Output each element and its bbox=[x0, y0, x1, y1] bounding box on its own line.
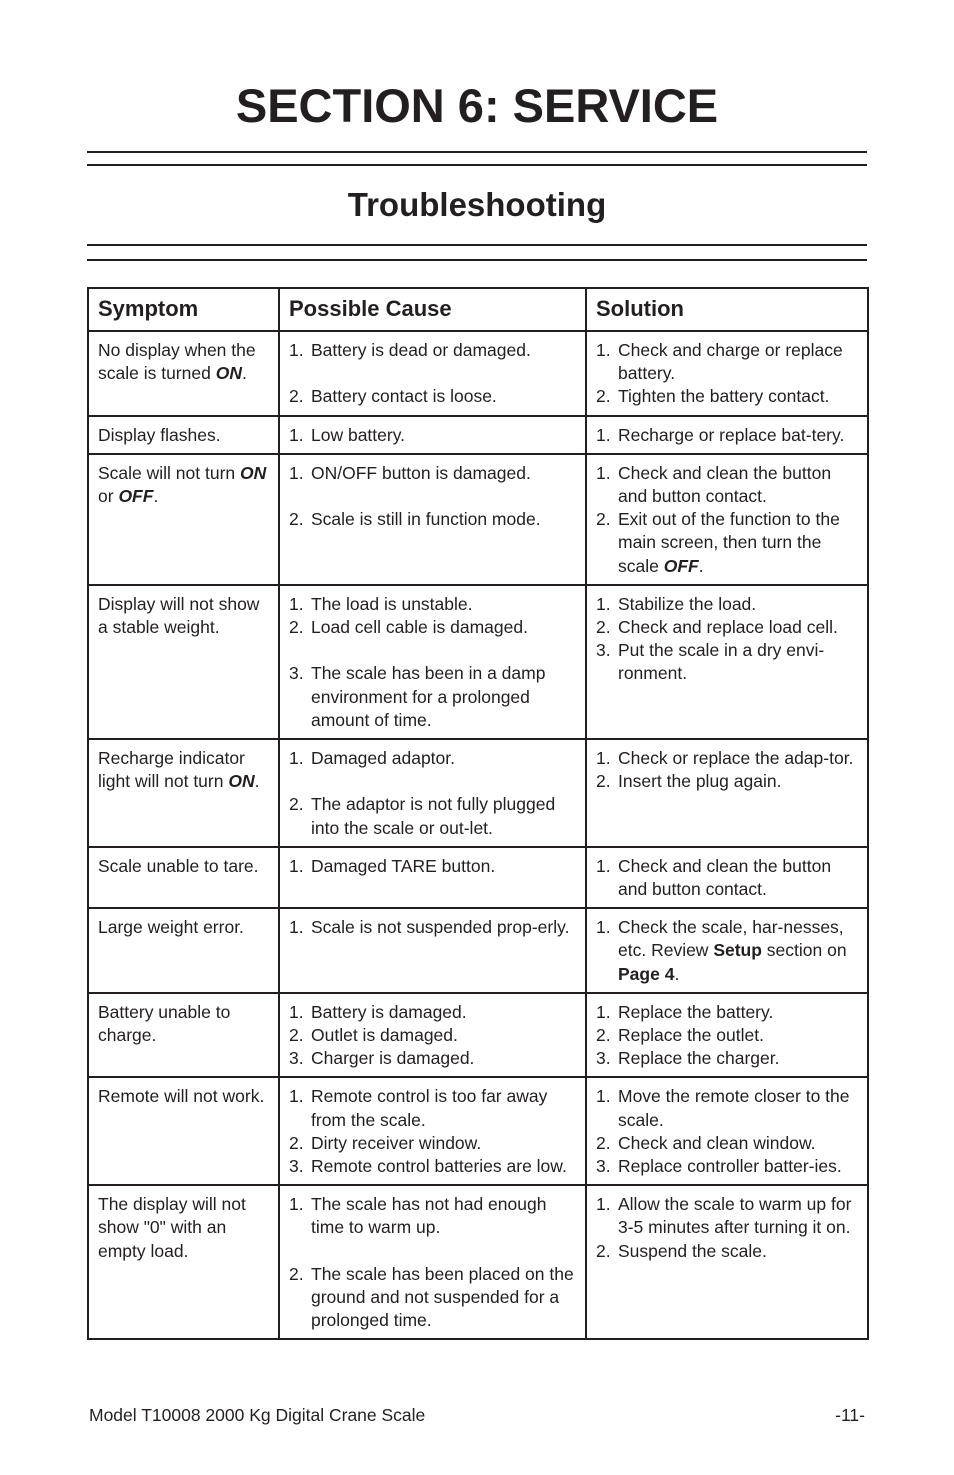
footer-page-number: -11- bbox=[835, 1405, 865, 1425]
cause-item bbox=[289, 339, 576, 362]
solution-cell bbox=[586, 331, 868, 416]
item-number: 3. bbox=[289, 663, 304, 684]
text-segment: The display will not show "0" with an empty load. bbox=[98, 1194, 246, 1261]
solution-cell bbox=[586, 416, 868, 454]
item-number: 2. bbox=[289, 1132, 304, 1153]
text-segment: Put the scale in a dry envi-ronment. bbox=[618, 640, 825, 684]
text-segment: Tighten the battery contact. bbox=[618, 386, 830, 407]
item-number: 2. bbox=[596, 617, 611, 638]
item-number: 1. bbox=[596, 1194, 611, 1215]
text-segment: Check or replace the adap-tor. bbox=[618, 748, 854, 769]
cause-item bbox=[289, 1132, 576, 1155]
table-row bbox=[88, 331, 868, 416]
symptom-cell bbox=[88, 416, 279, 454]
cause-item bbox=[289, 424, 576, 447]
text-segment: Charger is damaged. bbox=[311, 1048, 475, 1069]
solution-list bbox=[596, 1085, 858, 1178]
text-segment: Scale is not suspended prop-erly. bbox=[311, 917, 570, 938]
text-segment: Suspend the scale. bbox=[618, 1240, 767, 1261]
symptom-cell bbox=[88, 993, 279, 1078]
table-row bbox=[88, 993, 868, 1078]
solution-item bbox=[596, 1132, 858, 1155]
text-segment: Replace the outlet. bbox=[618, 1025, 764, 1046]
item-number: 2. bbox=[289, 386, 304, 407]
cause-cell bbox=[279, 331, 586, 416]
solution-cell bbox=[586, 454, 868, 585]
table-row bbox=[88, 416, 868, 454]
solution-item bbox=[596, 339, 858, 385]
solution-item bbox=[596, 916, 858, 986]
item-number: 2. bbox=[289, 509, 304, 530]
text-segment: Damaged adaptor. bbox=[311, 748, 455, 769]
text-segment: . bbox=[153, 486, 159, 507]
cause-item bbox=[289, 385, 576, 408]
cause-cell bbox=[279, 908, 586, 993]
solution-item bbox=[596, 1193, 858, 1239]
table-row bbox=[88, 1077, 868, 1185]
text-segment: section on bbox=[761, 940, 847, 961]
solution-cell bbox=[586, 847, 868, 908]
text-segment: Insert the plug again. bbox=[618, 771, 782, 792]
cause-item bbox=[289, 1085, 576, 1131]
solution-list bbox=[596, 339, 858, 409]
solution-cell bbox=[586, 739, 868, 847]
text-segment: Allow the scale to warm up for 3-5 minutes after turning it on. bbox=[618, 1194, 852, 1238]
emphasis-text: ON bbox=[228, 771, 255, 792]
solution-list bbox=[596, 855, 858, 901]
symptom-cell bbox=[88, 454, 279, 585]
item-number: 2. bbox=[289, 1025, 304, 1046]
troubleshooting-table bbox=[87, 287, 869, 1340]
solution-item bbox=[596, 616, 858, 639]
solution-cell bbox=[586, 908, 868, 993]
text-segment: . bbox=[254, 771, 260, 792]
text-segment: The scale has been in a damp environment for a prolonged amount of time. bbox=[311, 663, 546, 730]
solution-item bbox=[596, 424, 858, 447]
text-segment: Recharge or replace bat-tery. bbox=[618, 424, 845, 445]
cause-item bbox=[289, 616, 576, 639]
text-segment: Damaged TARE button. bbox=[311, 855, 496, 876]
solution-item bbox=[596, 462, 858, 508]
solution-item bbox=[596, 593, 858, 616]
text-segment: The adaptor is not fully plugged into the scale or out-let. bbox=[311, 794, 556, 838]
cause-list bbox=[289, 1085, 576, 1178]
cause-item bbox=[289, 1193, 576, 1239]
cause-item bbox=[289, 662, 576, 732]
section-title: SECTION 6: SERVICE bbox=[235, 79, 719, 132]
text-segment: Recharge indicator light will not turn bbox=[98, 748, 245, 792]
cause-item bbox=[289, 916, 576, 939]
cause-cell bbox=[279, 739, 586, 847]
text-segment: Low battery. bbox=[311, 424, 406, 445]
text-segment: Load cell cable is damaged. bbox=[311, 617, 528, 638]
item-number: 2. bbox=[289, 617, 304, 638]
item-number: 1. bbox=[596, 917, 611, 938]
text-segment: Battery contact is loose. bbox=[311, 386, 497, 407]
text-segment: . bbox=[241, 363, 247, 384]
cause-cell bbox=[279, 585, 586, 739]
item-number: 1. bbox=[596, 855, 611, 876]
cause-item bbox=[289, 855, 576, 878]
solution-item bbox=[596, 770, 858, 793]
cause-cell bbox=[279, 1077, 586, 1185]
cause-cell bbox=[279, 1185, 586, 1339]
item-number: 3. bbox=[596, 1156, 611, 1177]
solution-item bbox=[596, 747, 858, 770]
text-segment: Battery is damaged. bbox=[311, 1001, 467, 1022]
cause-item bbox=[289, 1155, 576, 1178]
item-number: 2. bbox=[596, 1025, 611, 1046]
solution-list bbox=[596, 462, 858, 578]
item-number: 2. bbox=[596, 771, 611, 792]
emphasis-text: Page 4 bbox=[618, 963, 675, 984]
text-segment: or bbox=[98, 486, 119, 507]
symptom-cell bbox=[88, 739, 279, 847]
table-header-row bbox=[88, 288, 868, 331]
table-row bbox=[88, 585, 868, 739]
text-segment: Dirty receiver window. bbox=[311, 1132, 482, 1153]
item-number: 1. bbox=[289, 593, 304, 614]
cause-item bbox=[289, 1047, 576, 1070]
solution-list bbox=[596, 747, 858, 793]
item-number: 1. bbox=[289, 1001, 304, 1022]
item-number: 2. bbox=[596, 1240, 611, 1261]
table-row bbox=[88, 739, 868, 847]
header-symptom: Symptom bbox=[88, 288, 279, 331]
item-number: 1. bbox=[289, 424, 304, 445]
solution-cell bbox=[586, 993, 868, 1078]
text-segment: . bbox=[674, 963, 680, 984]
item-number: 2. bbox=[596, 386, 611, 407]
solution-item bbox=[596, 1085, 858, 1131]
cause-item bbox=[289, 508, 576, 531]
text-segment: Stabilize the load. bbox=[618, 593, 757, 614]
subtitle-rule-upper bbox=[87, 244, 867, 246]
item-number: 1. bbox=[289, 1194, 304, 1215]
item-number: 3. bbox=[596, 640, 611, 661]
text-segment: Remote control is too far away from the scale. bbox=[311, 1086, 548, 1130]
cause-cell bbox=[279, 993, 586, 1078]
text-segment: . bbox=[698, 555, 704, 576]
symptom-cell bbox=[88, 1185, 279, 1339]
text-segment: The scale has not had enough time to warm up. bbox=[311, 1194, 547, 1238]
solution-list bbox=[596, 1193, 858, 1263]
cause-cell bbox=[279, 454, 586, 585]
solution-cell bbox=[586, 585, 868, 739]
text-segment: Scale is still in function mode. bbox=[311, 509, 541, 530]
cause-item bbox=[289, 593, 576, 616]
text-segment: Remote control batteries are low. bbox=[311, 1156, 567, 1177]
title-rule-lower bbox=[87, 164, 867, 166]
text-segment: Exit out of the function to the main screen, then turn the scale bbox=[618, 509, 840, 576]
emphasis-text: ON bbox=[215, 363, 242, 384]
symptom-cell bbox=[88, 847, 279, 908]
emphasis-text: Setup bbox=[713, 940, 762, 961]
solution-item bbox=[596, 1047, 858, 1070]
text-segment: Large weight error. bbox=[98, 917, 244, 938]
text-segment: Display will not show a stable weight. bbox=[98, 593, 260, 638]
item-number: 2. bbox=[596, 1132, 611, 1153]
table-row bbox=[88, 454, 868, 585]
symptom-cell bbox=[88, 1077, 279, 1185]
solution-cell bbox=[586, 1185, 868, 1339]
solution-item bbox=[596, 1024, 858, 1047]
cause-list bbox=[289, 593, 576, 732]
cause-list bbox=[289, 1193, 576, 1332]
item-number: 1. bbox=[596, 748, 611, 769]
text-segment: No display when the scale is turned bbox=[98, 340, 256, 384]
solution-item bbox=[596, 1240, 858, 1263]
emphasis-text: ON bbox=[240, 462, 267, 483]
footer-model: Model T10008 2000 Kg Digital Crane Scale bbox=[89, 1405, 426, 1425]
symptom-cell bbox=[88, 585, 279, 739]
text-segment: Replace the charger. bbox=[618, 1048, 780, 1069]
cause-list bbox=[289, 855, 576, 878]
item-number: 2. bbox=[596, 509, 611, 530]
header-solution: Solution bbox=[586, 288, 868, 331]
cause-cell bbox=[279, 847, 586, 908]
text-segment: Move the remote closer to the scale. bbox=[618, 1086, 850, 1130]
table-row bbox=[88, 908, 868, 993]
cause-item bbox=[289, 793, 576, 839]
title-rule-upper bbox=[87, 151, 867, 153]
cause-list bbox=[289, 339, 576, 409]
cause-cell bbox=[279, 416, 586, 454]
solution-item bbox=[596, 385, 858, 408]
solution-item bbox=[596, 1001, 858, 1024]
text-segment: ON/OFF button is damaged. bbox=[311, 462, 531, 483]
text-segment: Scale unable to tare. bbox=[98, 855, 259, 876]
text-segment: Check and clean the button and button contact. bbox=[618, 855, 832, 900]
solution-item bbox=[596, 855, 858, 901]
solution-list bbox=[596, 1001, 858, 1071]
text-segment: The scale has been placed on the ground and not suspended for a prolonged time. bbox=[311, 1263, 574, 1331]
emphasis-text: OFF bbox=[118, 486, 154, 507]
item-number: 2. bbox=[289, 1263, 304, 1284]
text-segment: Check and charge or replace battery. bbox=[618, 340, 843, 384]
symptom-cell bbox=[88, 331, 279, 416]
text-segment: Display flashes. bbox=[98, 424, 221, 445]
item-number: 1. bbox=[289, 855, 304, 876]
solution-item bbox=[596, 639, 858, 685]
item-number: 1. bbox=[596, 340, 611, 360]
text-segment: The load is unstable. bbox=[311, 593, 473, 614]
table-row bbox=[88, 1185, 868, 1339]
table-body bbox=[88, 331, 868, 1339]
cause-list bbox=[289, 1001, 576, 1071]
text-segment: Replace controller batter-ies. bbox=[618, 1156, 842, 1177]
text-segment: Replace the battery. bbox=[618, 1001, 774, 1022]
item-number: 1. bbox=[596, 462, 611, 483]
solution-list bbox=[596, 424, 858, 447]
item-number: 1. bbox=[596, 1086, 611, 1107]
item-number: 1. bbox=[596, 593, 611, 614]
item-number: 1. bbox=[289, 917, 304, 938]
solution-list bbox=[596, 593, 858, 686]
cause-item bbox=[289, 1263, 576, 1333]
cause-item bbox=[289, 1001, 576, 1024]
item-number: 1. bbox=[596, 424, 611, 445]
text-segment: Check and clean window. bbox=[618, 1132, 816, 1153]
text-segment: Check and clean the button and button contact. bbox=[618, 462, 832, 507]
solution-cell bbox=[586, 1077, 868, 1185]
cause-item bbox=[289, 462, 576, 485]
text-segment: Check the scale, har-nesses, etc. Review bbox=[618, 917, 844, 961]
symptom-cell bbox=[88, 908, 279, 993]
item-number: 2. bbox=[289, 794, 304, 815]
solution-item bbox=[596, 1155, 858, 1178]
solution-list bbox=[596, 916, 858, 986]
item-number: 3. bbox=[289, 1156, 304, 1177]
item-number: 3. bbox=[289, 1048, 304, 1069]
emphasis-text: OFF bbox=[663, 555, 699, 576]
cause-item bbox=[289, 1024, 576, 1047]
table-row bbox=[88, 847, 868, 908]
cause-list bbox=[289, 462, 576, 532]
item-number: 3. bbox=[596, 1048, 611, 1069]
text-segment: Check and replace load cell. bbox=[618, 617, 838, 638]
text-segment: Battery unable to charge. bbox=[98, 1001, 231, 1046]
item-number: 1. bbox=[289, 748, 304, 769]
item-number: 1. bbox=[289, 462, 304, 483]
item-number: 1. bbox=[596, 1001, 611, 1022]
item-number: 1. bbox=[289, 340, 304, 360]
text-segment: Scale will not turn bbox=[98, 462, 241, 483]
header-possible-cause: Possible Cause bbox=[279, 288, 586, 331]
solution-item bbox=[596, 508, 858, 578]
text-segment: Outlet is damaged. bbox=[311, 1025, 458, 1046]
cause-item bbox=[289, 747, 576, 770]
text-segment: Battery is dead or damaged. bbox=[311, 340, 531, 360]
text-segment: Remote will not work. bbox=[98, 1086, 265, 1107]
item-number: 1. bbox=[289, 1086, 304, 1107]
cause-list bbox=[289, 747, 576, 840]
subtitle-rule-lower bbox=[87, 259, 867, 261]
subsection-title: Troubleshooting bbox=[347, 186, 607, 223]
cause-list bbox=[289, 916, 576, 939]
cause-list bbox=[289, 424, 576, 447]
